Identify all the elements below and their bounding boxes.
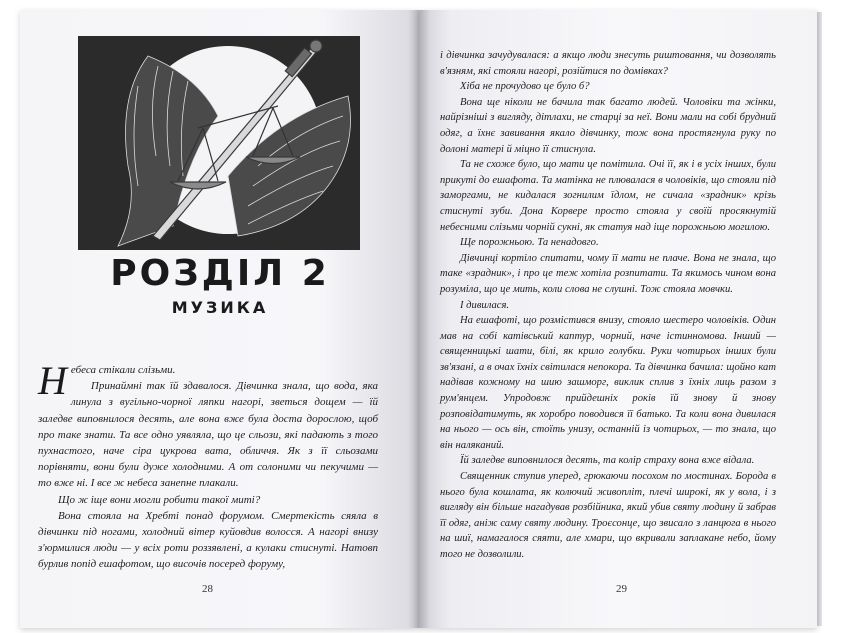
paragraph: Вона ще ніколи не бачила так багато людей. Чоловіки та жінки, найрізніші з вигляду, дітлахи, не старці за неї. Вони мали на собі брудний одяг, а їхнє завивання якало дівчинку, тож вона простягнула руку по долоні матері й міцно її стиснула. [440,96,776,155]
dropcap: Н [38,358,67,403]
paragraph: Їй заледве виповнилося десять, та колір страху вона вже відала. [460,455,755,467]
paragraph: Та не схоже було, що мати це помітила. Очі її, як і в усіх інших, були прикуті до ешафота. Та матінка не плювалася в чоловіків, що стояли під заморгами, не кидалася зогнилим їдлом, не сичала «зрадник» крізь стиснуті зуби. Дона Корвере просто стояла у своїй просякнутій небесними слізьми чорній сукні, як статуя над іще порожньою могилою. [440,159,776,233]
paragraph: Священник ступив уперед, грюкаючи посохом по мостинах. Борода в нього була кошлата, як колючий живопліт, плечі широкі, як у вола, і з вигляду він більше нагадував розбійника, який убив святу людину й забрав її одяг, аніж саму святу людину. Троєсонце, що звисало з ланцюга в нього на шиї, намагалося сяяти, але хмари, що вкривали заплакане небо, йому того не дозволили. [440,471,776,560]
paragraph: Хіба не прочудово це було б? [460,81,590,93]
paragraph: Що ж іще вони могли робити такої миті? [58,493,261,506]
chapter-illustration [78,36,360,250]
paragraph: і дівчинка зачудувалася: а якщо люди знесуть риштовання, чи дозволять в'язням, які стояли нагорі, розійтися по домівках? [440,50,776,77]
paragraph: Ще порожньою. Та ненадовго. [460,237,599,249]
paragraph: Принаймні так їй здавалося. Дівчинка знала, що вода, яка линула з вугільно-чорної ляпки нагорі, зветься дощем — їй заледве виповнилося десять, але вона вже була доста дорослою, щоб про таке знати. Та все одно уявляла, що це сльози, які падають з того пухнастого, наче сіра цукрова вата, обличчя. Як з її сльозами порівняти, вони були дуже холодними. А от солоними чи пекучими — то вже ні. І все ж небеса занепне плакали. [38,380,378,490]
page-number-right: 29 [616,583,627,595]
paragraph: На ешафоті, що розмістився внизу, стояло шестеро чоловіків. Один мав на собі катівський каптур, чорний, наче істинномова. Інший — священницькі шати, білі, як крило голубки. Руки чотирьох інших були зв'язані, а в очах їхніх світилася непокора. Та дівчинка бачила: щойно кат надівав кожному на шию зашморг, виклик сплив з їхніх лиць разом з рум'янцем. Упродовж прийдешніх років їй знову й знову розповідатимуть, як хоробро поводився її батько. Та коли вона дивилася на нього — ось він, стоїть унизу, останній із чотирьох, — то знала, що він наляканий. [440,315,776,451]
chapter-subtitle: МУЗИКА [171,298,269,317]
paragraph: Вона стояла на Хребті понад форумом. Смертекість сяяла в дівчинки під ногами, холодний вітер куйовдив волосся. А нагорі внизу з'юрмилися люди — у всіх роти роззявлені, а кулаки стиснуті. Натовп бурлив попід ешафотом, що височів посеред форуму, [38,509,378,571]
page-edges [817,12,822,626]
page-number-left: 28 [202,583,213,595]
left-page-body [38,358,378,573]
paragraph: Дівчинці кортіло спитати, чому її мати не плаче. Вона не знала, що таке «зрадник», і про це теж хотіла розпитати. Та якимось чином вона розуміла, що це мить, коли слова не слушні. Тож стояла мовчки. [440,252,776,295]
paragraph-text: ебеса стікали слізьми. [70,364,176,376]
chapter-title: РОЗДІЛ 2 [110,253,330,294]
right-page-body [440,48,776,563]
paragraph: І дивилася. [460,299,510,311]
winged-sword-scales-illustration [78,36,360,250]
paragraph [38,358,378,403]
